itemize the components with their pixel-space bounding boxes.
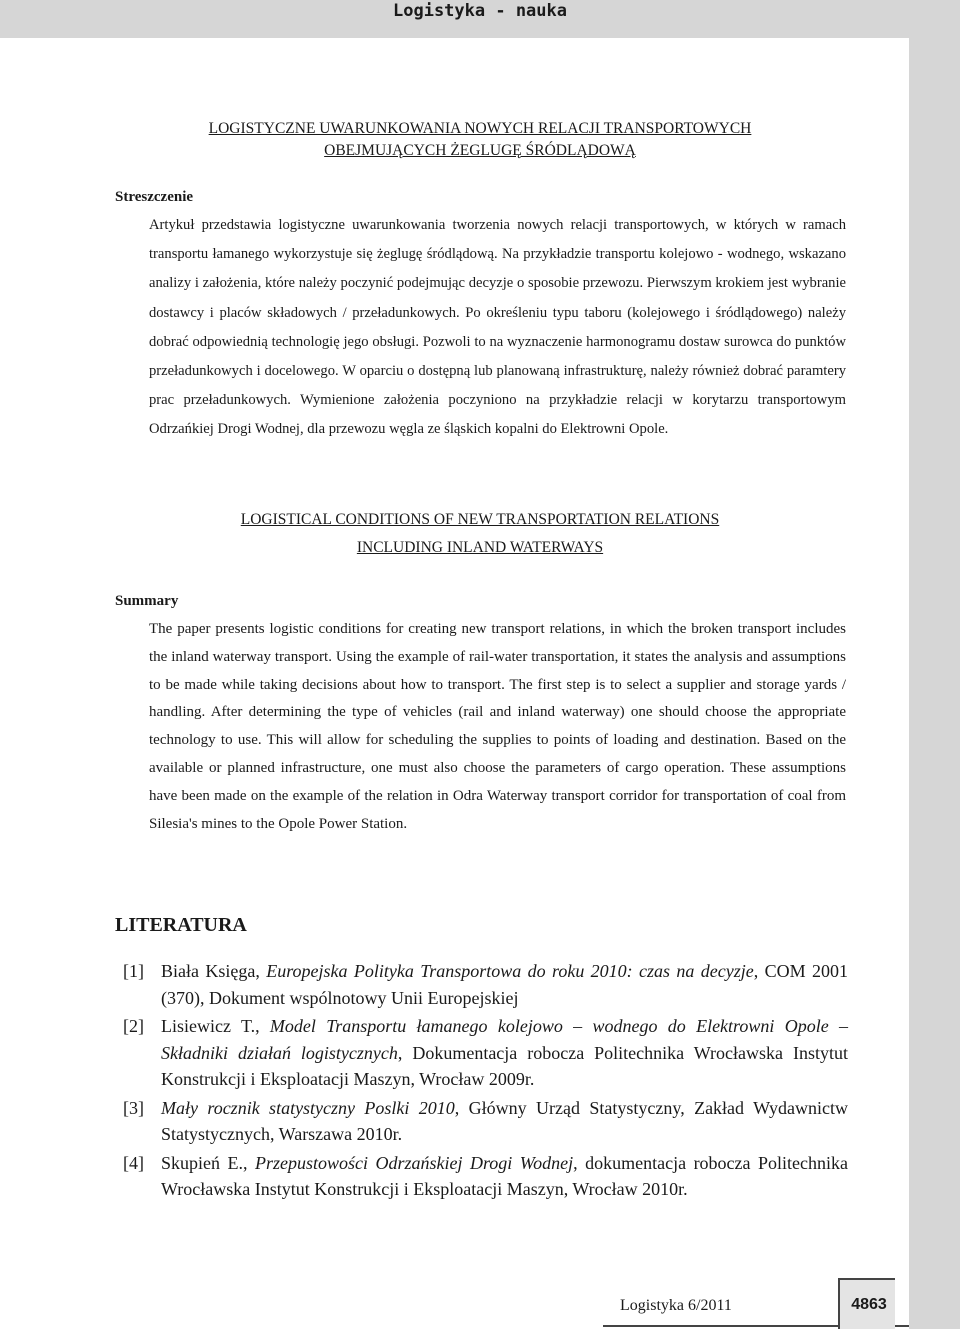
reference-author: Lisiewicz T., [161, 1016, 270, 1036]
reference-title: Mały rocznik statystyczny Poslki 2010 [161, 1097, 455, 1118]
reference-title: Model Transportu łamanego kolejowo – wodnego do Elektrowni Opole – Składniki działań logistycznych [161, 1016, 848, 1063]
reference-details: , COM 2001 (370), Dokument wspólnotowy Unii Europejskiej [161, 961, 848, 1008]
reference-item [123, 1095, 848, 1148]
reference-item [123, 1150, 848, 1203]
reference-number: [1] [123, 961, 144, 981]
reference-details: , dokumentacja robocza Politechnika Wrocławska Instytut Konstrukcji i Eksploatacji Maszyn, Wrocław 2010r. [161, 1152, 848, 1199]
reference-details: , Główny Urząd Statystyczny, Zakład Wydawnictw Statystycznych, Warszawa 2010r. [161, 1097, 848, 1144]
literature-heading: LITERATURA [115, 914, 247, 936]
english-title-line1: LOGISTICAL CONDITIONS OF NEW TRANSPORTATION RELATIONS [240, 511, 720, 528]
reference-number: [2] [123, 1016, 144, 1036]
polish-section-label: Streszczenie [115, 189, 194, 205]
polish-title-line1: LOGISTYCZNE UWARUNKOWANIA NOWYCH RELACJI TRANSPORTOWYCH [208, 120, 752, 137]
running-header: Logistyka - nauka [0, 0, 960, 38]
reference-number: [3] [123, 1097, 144, 1118]
reference-item [123, 958, 848, 1011]
english-title-line2: INCLUDING INLAND WATERWAYS [356, 539, 604, 556]
reference-list [123, 958, 848, 1203]
polish-title-line2: OBEJMUJĄCYCH ŻEGLUGĘ ŚRÓDLĄDOWĄ [324, 142, 636, 159]
footer-journal: Logistyka 6/2011 [620, 1297, 732, 1314]
reference-number: [4] [123, 1152, 144, 1173]
reference-details: , Dokumentacja robocza Politechnika Wrocławska Instytut Konstrukcji i Eksploatacji Maszyn, Wrocław 2009r. [161, 1042, 848, 1089]
reference-author: Skupień E., [161, 1152, 255, 1173]
english-abstract: The paper presents logistic conditions for creating new transport relations, in which the broken transport includes the inland waterway transport. Using the example of rail-water transportation, it states the analysis and assumptions to be made while taking decisions about how to transport. The first step is to select a supplier and storage yards / handling. After determining the type of vehicles (rail and inland waterway) one should choose the appropriate technology to use. This will allow for scheduling the supplies to points of loading and destination. Based on the available or planned infrastructure, one must also choose the parameters of cargo operation. These assumptions have been made on the example of the relation in Odra Waterway transport corridor for transportation of coal from Silesia's mines to the Opole Power Station. [149, 621, 846, 832]
reference-item [123, 1013, 848, 1093]
polish-abstract: Artykuł przedstawia logistyczne uwarunkowania tworzenia nowych relacji transportowych, w których w ramach transportu łamanego wykorzystuje się żeglugę śródlądową. Na przykładzie transportu kolejowo - wodnego, wskazano analizy i założenia, które należy poczynić podejmując decyzje o sposobie przewozu. Pierwszym krokiem jest wybranie dostawcy i placów składowych / przeładunkowych. Po określeniu typu taboru (kolejowego i śródlądowego) należy dobrać odpowiednią technologię jego obsługi. Pozwoli to na wyznaczenie harmonogramu dostaw surowca do punktów przeładunkowych i docelowego. W oparciu o dostępną lub planowaną infrastrukturę, należy również dobrać paramtery prac przeładunkowych. Wymienione założenia poczyniono na przykładzie relacji w korytarzu transportowym Odrzańkiej Drogi Wodnej, dla przewozu węgla ze śląskich kopalni do Elektrowni Opole. [149, 217, 846, 438]
page-number: 4863 [851, 1296, 887, 1313]
english-section-label: Summary [115, 593, 179, 609]
reference-title: Europejska Polityka Transportowa do roku 2010: czas na decyzje [266, 961, 754, 981]
reference-title: Przepustowości Odrzańskiej Drogi Wodnej [254, 1152, 574, 1173]
reference-author: Biała Księga, [161, 961, 267, 981]
